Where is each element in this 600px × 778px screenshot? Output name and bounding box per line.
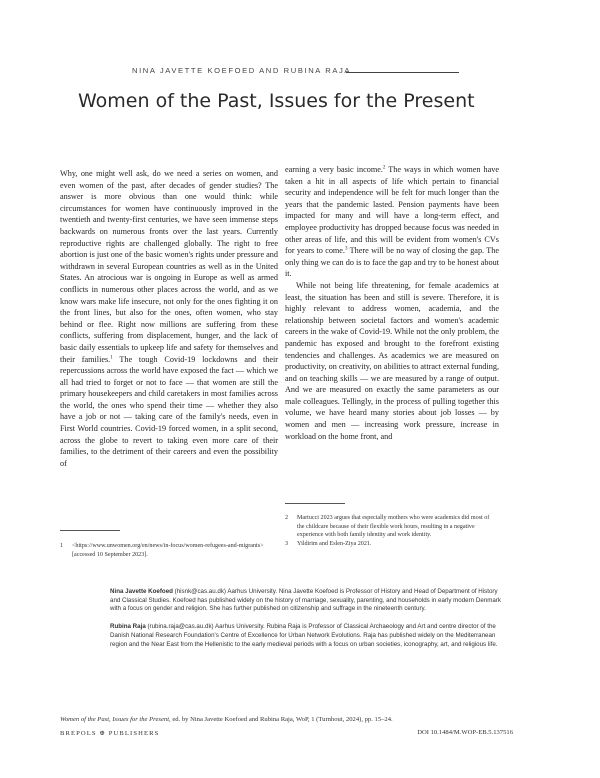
citation-details: , ed. by Nina Javette Koefoed and Rubina Raja, WoP, 1 (Turnhout, 2024), pp. 15–24. [169, 716, 393, 723]
bio-name: Nina Javette Koefoed [110, 588, 173, 595]
footnotes-left [60, 542, 265, 559]
footnote-text[interactable]: <https://www.unwomen.org/en/news/in-focus/women-refugees-and-migrants> [accessed 10 September 2023]. [72, 543, 264, 558]
bio-koefoed [110, 588, 508, 614]
header-rule [346, 72, 459, 73]
paragraph-text: Why, one might well ask, do we need a series on women, and even women of the past, after decades of gender studies? The answer is more obvious than one would think: while circumstances for women have continuously improved in the twentieth and twenty-first centuries, we have seen immense steps backwards on numerous fronts over the last years. Currently reproductive rights are challenged globally. The right to free abortion is just one of the basic women's rights under pressure and withdrawn in several European countries as well as in the United States. An atrocious war is ongoing in Europe as well as armed conflicts in numerous other places across the world, and as we know wars make life insecure, not only for the ones fighting it on the front lines, but also for the ones, often women, who stay behind or flee. Right now millions are suffering from these conflicts, suffering from displacement, hunger, and the lack of basic daily essentials to upkeep life and safety for themselves and their families. [60, 169, 278, 364]
publisher-logo-text: BREPOLS ⊕ PUBLISHERS [60, 730, 160, 737]
body-column-right [285, 164, 499, 442]
paragraph-text: There will be no way of closing the gap. The only thing we can do is to face the gap and try to be honest about it. [285, 246, 499, 279]
paragraph-2: While not being life threatening, for female academics at least, the situation has been and still is severe. Therefore, it is highly relevant to address women, academia, and the relationship between societal factors and women's academic careers in the wake of Covid-19. While not the only problem, the pandemic has exposed and brought to the forefront existing tendencies and challenges. As academics we are measured on productivity, on creativity, on abilities to attract external funding, and on teaching skills — we are measured by a range of output. And we are measured on exactly the same parameters as our male colleagues. Tellingly, in the process of pulling together this volume, we have heard many stories about job losses — by women and men — increasing work pressure, increase in workload on the home front, and [285, 280, 499, 441]
authors-line: NINA JAVETTE KOEFOED AND RUBINA RAJA [132, 66, 352, 75]
bio-name: Rubina Raja [110, 623, 146, 631]
chapter-title: Women of the Past, Issues for the Present [78, 90, 475, 112]
paragraph-1 [60, 168, 278, 469]
footnote-number: 2 [285, 515, 289, 521]
bio-raja [110, 623, 508, 649]
footnote-text: Martucci 2023 argues that especially mothers who were academics did most of the childcare because of their flexible work hours, resulting in a negative experience with both family identity and work identity. [297, 515, 490, 539]
bio-text: (hisnk@cas.au.dk) Aarhus University. Nina Javette Koefoed is Professor of History and Head of Department of History and Classical Studies. Koefoed has published widely on the history of marriage, sexuality, parenting, and households in early modern Denmark with a focus on gender and religion. She has further published on citizenship and suffrage in the nineteenth century. [110, 588, 501, 613]
body-column-left [60, 168, 278, 469]
paragraph-text: The tough Covid-19 lockdowns and their repercussions across the world have exposed the fact — which we all had tried to forget or not to face — that women are still the primary housekeepers and child caretakers in most families across the world, the ones who spend their time — whether they also have a job or not — taking care of the family's needs, even in First World countries. Covid-19 forced women, in a split second, across the globe to revert to taking even more care of their families, to the detriment of their careers and even the possibility of [60, 354, 278, 468]
citation-title: Women of the Past, Issues for the Present [60, 716, 170, 723]
citation-line [60, 716, 530, 723]
footnote-rule-right [285, 503, 345, 504]
footnote-text: Yildirim and Eslen-Ziya 2021. [297, 540, 372, 547]
footnote-number: 1 [60, 543, 64, 549]
paragraph-text: earning a very basic income. [285, 165, 383, 174]
footnote-rule-left [60, 530, 120, 531]
footnote-ref-2[interactable]: 2 [382, 165, 386, 171]
footnote-number: 3 [285, 540, 289, 547]
footnote-ref-3[interactable]: 3 [344, 246, 348, 252]
doi[interactable]: DOI 10.1484/M.WOP-EB.5.137516 [417, 729, 513, 736]
bio-text: (rubina.raja@cas.au.dk) Aarhus University. Rubina Raja is Professor of Classical Archaeology and Art and centre director of the Danish National Research Foundation's Centre of Excellence for Urban Network Evolutions. Raja has published widely on the Mediterranean region and the Near East from the Hellenistic to the early medieval periods with a focus on urban societies, iconography, art, and religious life. [110, 623, 498, 648]
footnote-ref-1[interactable]: 1 [110, 354, 113, 360]
author-bios [110, 588, 508, 658]
footnote-1 [60, 542, 265, 559]
footnotes-right [285, 514, 495, 548]
footnote-3 [285, 540, 495, 549]
paragraph-1-continued [285, 164, 499, 280]
footnote-2 [285, 514, 495, 540]
paragraph-text: The ways in which women have taken a hit in all aspects of life which pertain to financial security and independence will be felt for much longer than the years that the pandemic lasted. Pension payments have been impacted for many and will have a long-term effect, and employee productivity has dropped because focus was needed in other areas of life, and this will be evident from women's CVs for years to come. [285, 165, 500, 256]
